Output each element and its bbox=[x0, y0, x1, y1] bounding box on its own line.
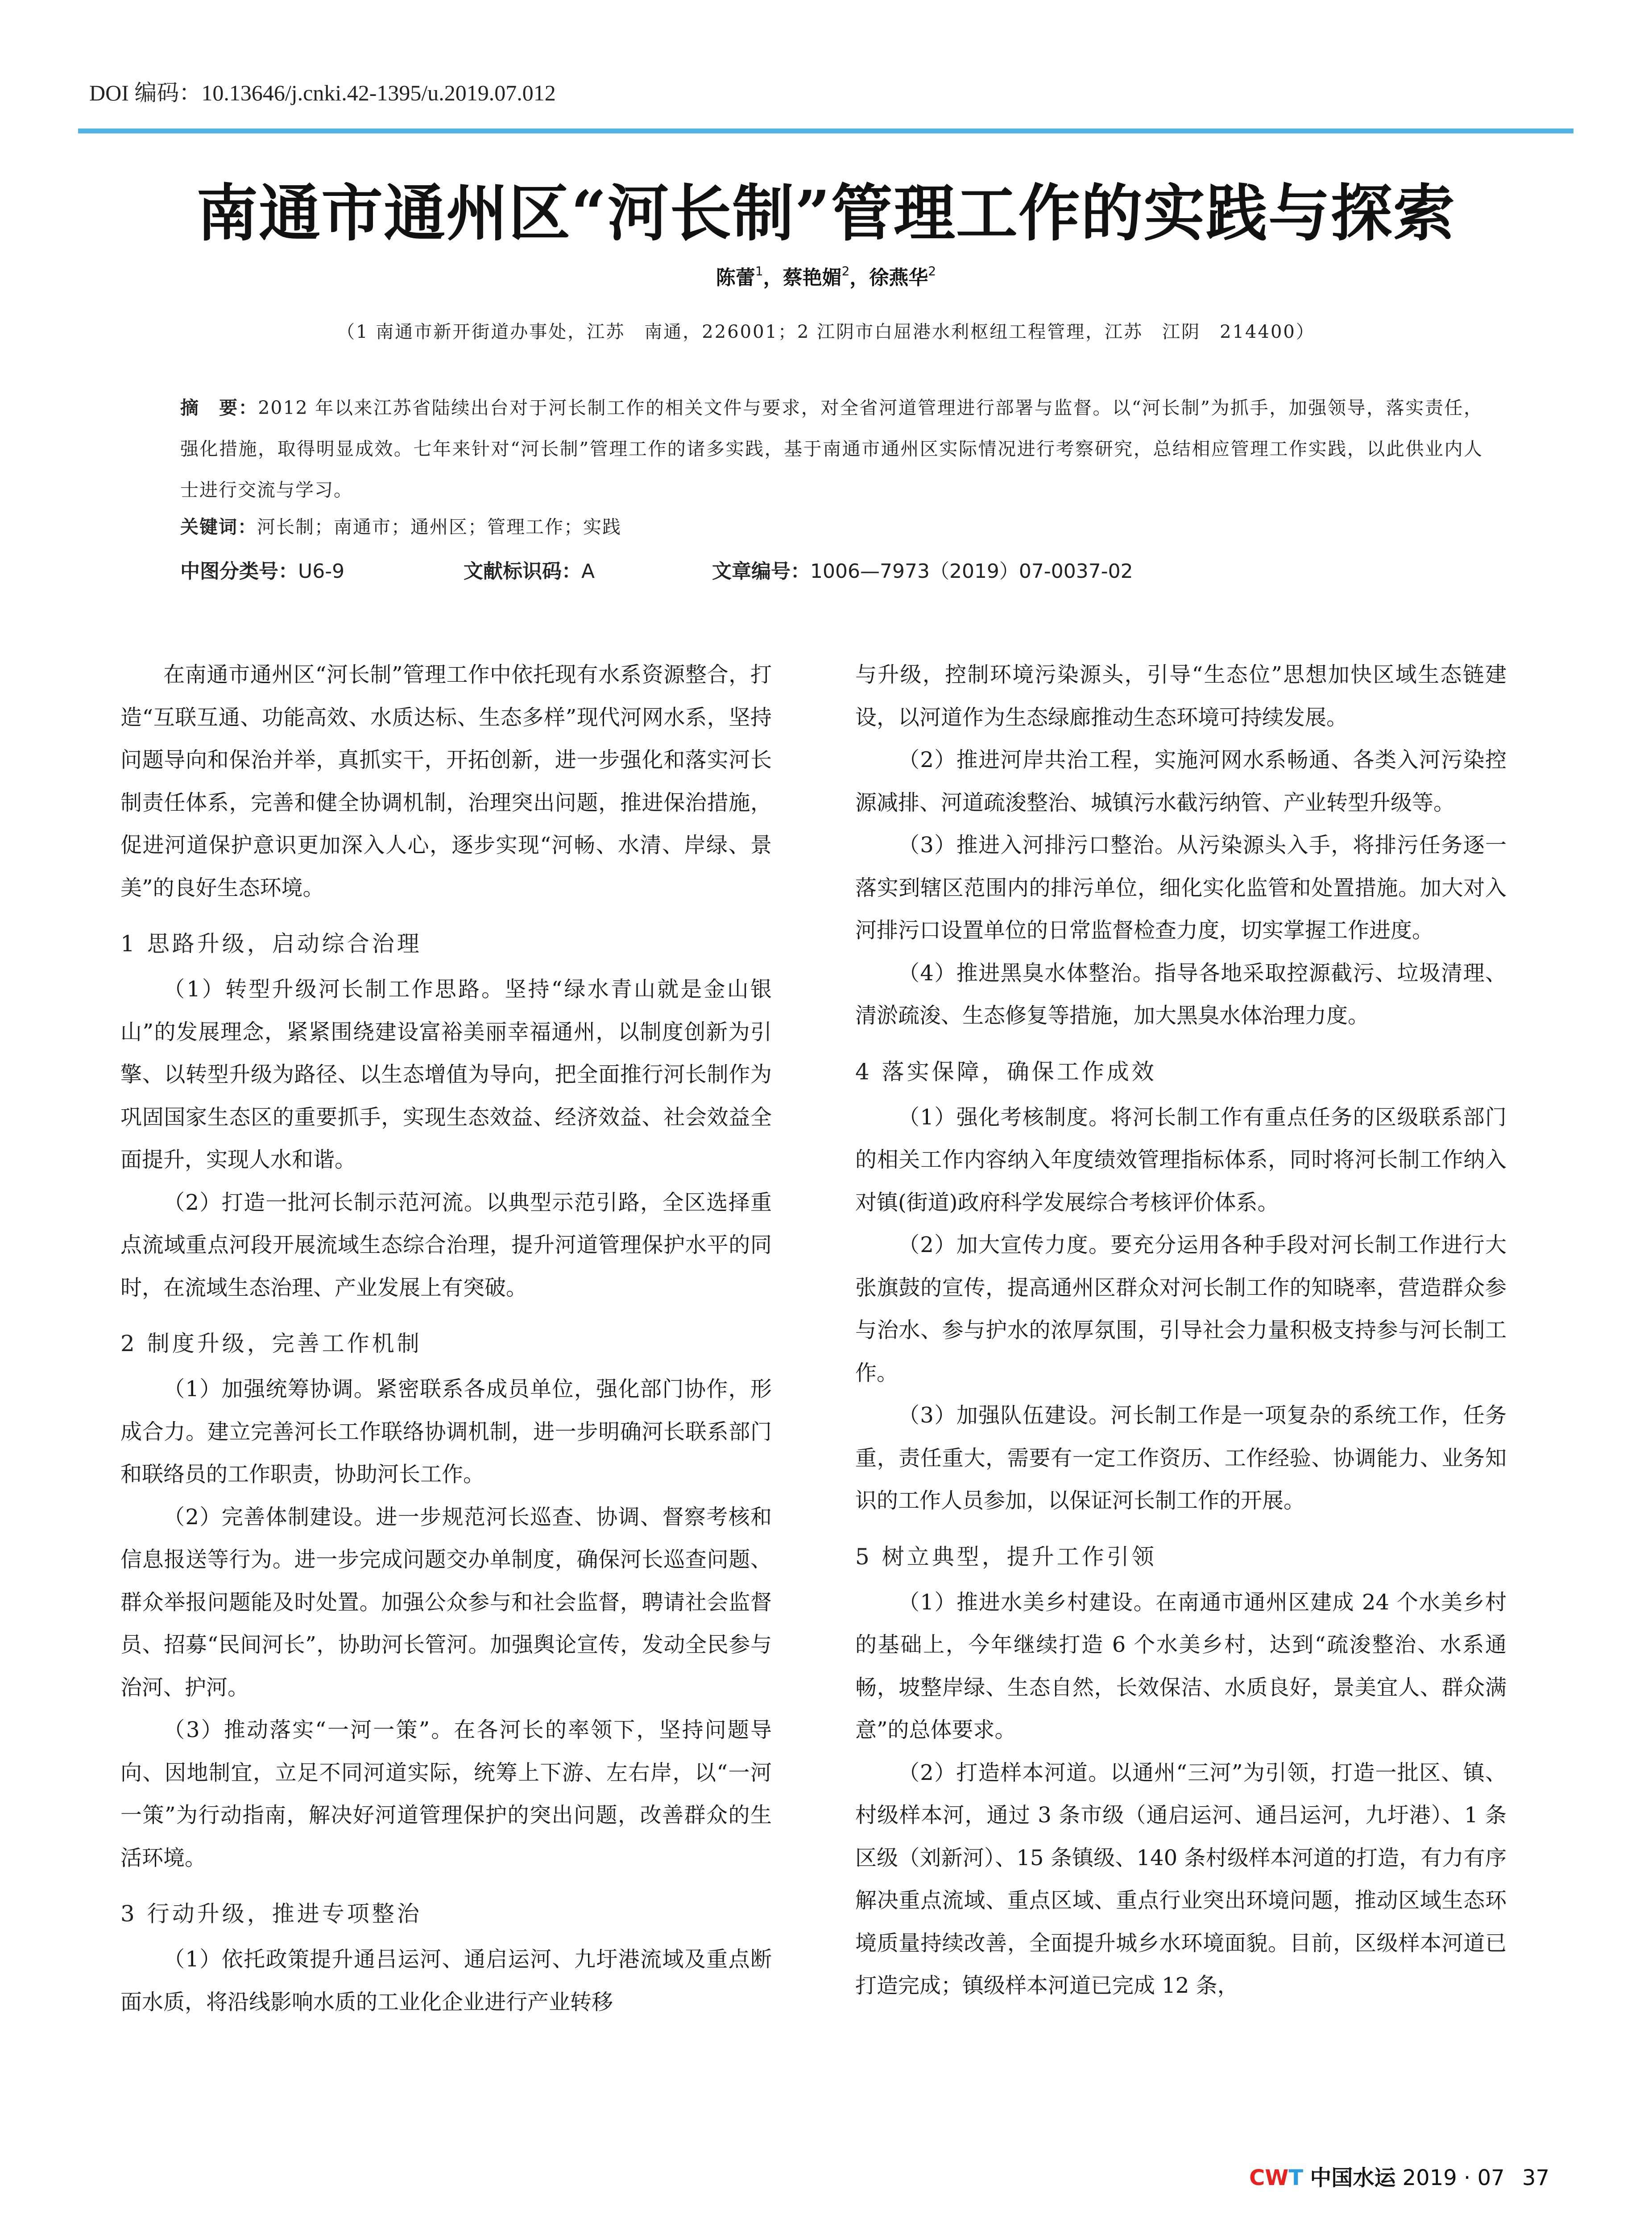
body-paragraph: （1）转型升级河长制工作思路。坚持“绿水青山就是金山银山”的发展理念，紧紧围绕建设富裕美丽幸福通州，以制度创新为引擎、以转型升级为路径、以生态增值为导向，把全面推行河长制作为巩固国家生态区的重要抓手，实现生态效益、经济效益、社会效益全面提升，实现人水和谐。 bbox=[120, 977, 772, 1172]
doc-code-label: 文献标识码： bbox=[464, 560, 581, 583]
article-no-label: 文章编号： bbox=[712, 560, 810, 583]
body-paragraph: （2）推进河岸共治工程，实施河网水系畅通、各类入河污染控源减排、河道疏浚整治、城镇污水截污纳管、产业转型升级等。 bbox=[855, 747, 1507, 815]
body-paragraph: （1）强化考核制度。将河长制工作有重点任务的区级联系部门的相关工作内容纳入年度绩效管理指标体系，同时将河长制工作纳入对镇(街道)政府科学发展综合考核评价体系。 bbox=[855, 1104, 1507, 1215]
author-name: 蔡艳媚 bbox=[783, 266, 842, 289]
body-paragraph: （2）打造一批河长制示范河流。以典型示范引路，全区选择重点流域重点河段开展流域生态综合治理，提升河道管理保护水平的同时，在流域生态治理、产业发展上有突破。 bbox=[120, 1190, 772, 1300]
doc-code-value: A bbox=[581, 560, 595, 583]
page-number: 37 bbox=[1522, 2165, 1549, 2190]
brand-letter: T bbox=[1288, 2165, 1304, 2190]
section-heading: 4 落实保障，确保工作成效 bbox=[855, 1058, 1157, 1085]
author-name: 陈蕾 bbox=[716, 266, 755, 289]
abstract bbox=[180, 387, 1483, 510]
author-affil-mark: 1 bbox=[755, 264, 763, 278]
body-paragraph: （1）依托政策提升通吕运河、通启运河、九圩港流域及重点断面水质，将沿线影响水质的工业化企业进行产业转移 bbox=[120, 1947, 772, 2015]
body-paragraph-continued: 与升级，控制环境污染源头，引导“生态位”思想加快区域生态链建设，以河道作为生态绿廊推动生态环境可持续发展。 bbox=[855, 662, 1507, 730]
body-paragraph: （2）打造样本河道。以通州“三河”为引领，打造一批区、镇、村级样本河，通过 3 条市级（通启运河、通吕运河，九圩港）、1 条区级（刘新河）、15 条镇级、140 条村级样本河道的打造，有力有序解决重点流域、重点区域、重点行业突出环境问题，推动区域生态环境质量持续改善，全面提升城乡水环境面貌。目前，区级样本河道已打造完成；镇级样本河道已完成 12 条， bbox=[855, 1760, 1507, 1998]
body-paragraph: （2）加大宣传力度。要充分运用各种手段对河长制工作进行大张旗鼓的宣传，提高通州区群众对河长制工作的知晓率，营造群众参与治水、参与护水的浓厚氛围，引导社会力量积极支持参与河长制工作。 bbox=[855, 1232, 1507, 1385]
section-heading: 1 思路升级，启动综合治理 bbox=[120, 931, 422, 957]
abstract-text: 2012 年以来江苏省陆续出台对于河长制工作的相关文件与要求，对全省河道管理进行部署与监督。以“河长制”为抓手，加强领导，落实责任，强化措施，取得明显成效。七年来针对“河长制”管理工作的诸多实践，基于南通市通州区实际情况进行考察研究，总结相应管理工作实践，以此供业内人士进行交流与学习。 bbox=[180, 397, 1483, 501]
header-rule bbox=[78, 129, 1573, 133]
issue-number: 2019 · 07 bbox=[1402, 2165, 1505, 2190]
brand-logo bbox=[1249, 2165, 1303, 2190]
body-column-left bbox=[120, 654, 772, 2024]
doi-code: DOI 编码：10.13646/j.cnki.42-1395/u.2019.07.012 bbox=[89, 80, 556, 105]
section-heading: 5 树立典型，提升工作引领 bbox=[855, 1543, 1157, 1570]
body-paragraph: （4）推进黑臭水体整治。指导各地采取控源截污、垃圾清理、清淤疏浚、生态修复等措施，加大黑臭水体治理力度。 bbox=[855, 960, 1507, 1028]
keywords-label: 关键词： bbox=[180, 516, 257, 538]
brand-letter: C bbox=[1249, 2165, 1265, 2190]
body-paragraph: （1）推进水美乡村建设。在南通市通州区建成 24 个水美乡村的基础上，今年继续打造 6 个水美乡村，达到“疏浚整治、水系通畅，坡整岸绿、生态自然，长效保洁、水质良好，景美宜人、群众满意”的总体要求。 bbox=[855, 1589, 1507, 1742]
body-column-right bbox=[855, 654, 1507, 2007]
intro-paragraph: 在南通市通州区“河长制”管理工作中依托现有水系资源整合，打造“互联互通、功能高效、水质达标、生态多样”现代河网水系，坚持问题导向和保治并举，真抓实干，开拓创新，进一步强化和落实河长制责任体系，完善和健全协调机制，治理突出问题，推进保治措施，促进河道保护意识更加深入人心，逐步实现“河畅、水清、岸绿、景美”的良好生态环境。 bbox=[120, 662, 772, 900]
abstract-label: 摘 要： bbox=[180, 397, 258, 419]
body-paragraph: （2）完善体制建设。进一步规范河长巡查、协调、督察考核和信息报送等行为。进一步完成问题交办单制度，确保河长巡查问题、群众举报问题能及时处置。加强公众参与和社会监督，聘请社会监督员、招募“民间河长”，协助河长管河。加强舆论宣传，发动全民参与治河、护河。 bbox=[120, 1504, 772, 1700]
affiliations: （1 南通市新开街道办事处，江苏 南通，226001；2 江阴市白屈港水利枢纽工程管理，江苏 江阴 214400） bbox=[337, 322, 1315, 342]
body-paragraph: （1）加强统筹协调。紧密联系各成员单位，强化部门协作，形成合力。建立完善河长工作联络协调机制，进一步明确河长联系部门和联络员的工作职责，协助河长工作。 bbox=[120, 1377, 772, 1487]
keywords bbox=[180, 512, 1483, 539]
keywords-text: 河长制；南通市；通州区；管理工作；实践 bbox=[257, 516, 621, 538]
body-paragraph: （3）推动落实“一河一策”。在各河长的率领下，坚持问题导向、因地制宜，立足不同河道实际，统筹上下游、左右岸，以“一河一策”为行动指南，解决好河道管理保护的突出问题，改善群众的生活环境。 bbox=[120, 1717, 772, 1870]
author-name: 徐燕华 bbox=[869, 266, 928, 289]
body-paragraph: （3）加强队伍建设。河长制工作是一项复杂的系统工作，任务重，责任重大，需要有一定工作资历、工作经验、协调能力、业务知识的工作人员参加，以保证河长制工作的开展。 bbox=[855, 1403, 1507, 1513]
brand-letter: W bbox=[1265, 2165, 1289, 2190]
classification-line bbox=[180, 555, 1483, 582]
page-footer bbox=[1249, 2161, 1549, 2191]
article-no-value: 1006—7973（2019）07-0037-02 bbox=[810, 560, 1133, 583]
magazine-name: 中国水运 bbox=[1310, 2165, 1396, 2190]
author-list: 陈蕾$^1$，蔡艳媚$^2$，徐燕华$^2$ bbox=[716, 264, 936, 289]
doc-code-field bbox=[464, 555, 595, 584]
section-heading: 2 制度升级，完善工作机制 bbox=[120, 1331, 422, 1356]
clc-field bbox=[180, 555, 344, 584]
section-heading: 3 行动升级，推进专项整治 bbox=[120, 1901, 422, 1927]
article-title: 南通市通州区“河长制”管理工作的实践与探索 bbox=[196, 177, 1456, 249]
article-no-field bbox=[712, 555, 1133, 584]
body-paragraph: （3）推进入河排污口整治。从污染源头入手，将排污任务逐一落实到辖区范围内的排污单位，细化实化监管和处置措施。加大对入河排污口设置单位的日常监督检查力度，切实掌握工作进度。 bbox=[855, 833, 1507, 943]
author-affil-mark: 2 bbox=[928, 264, 936, 278]
author-affil-mark: 2 bbox=[841, 264, 850, 278]
clc-value: U6-9 bbox=[298, 560, 345, 583]
clc-label: 中图分类号： bbox=[180, 560, 298, 583]
